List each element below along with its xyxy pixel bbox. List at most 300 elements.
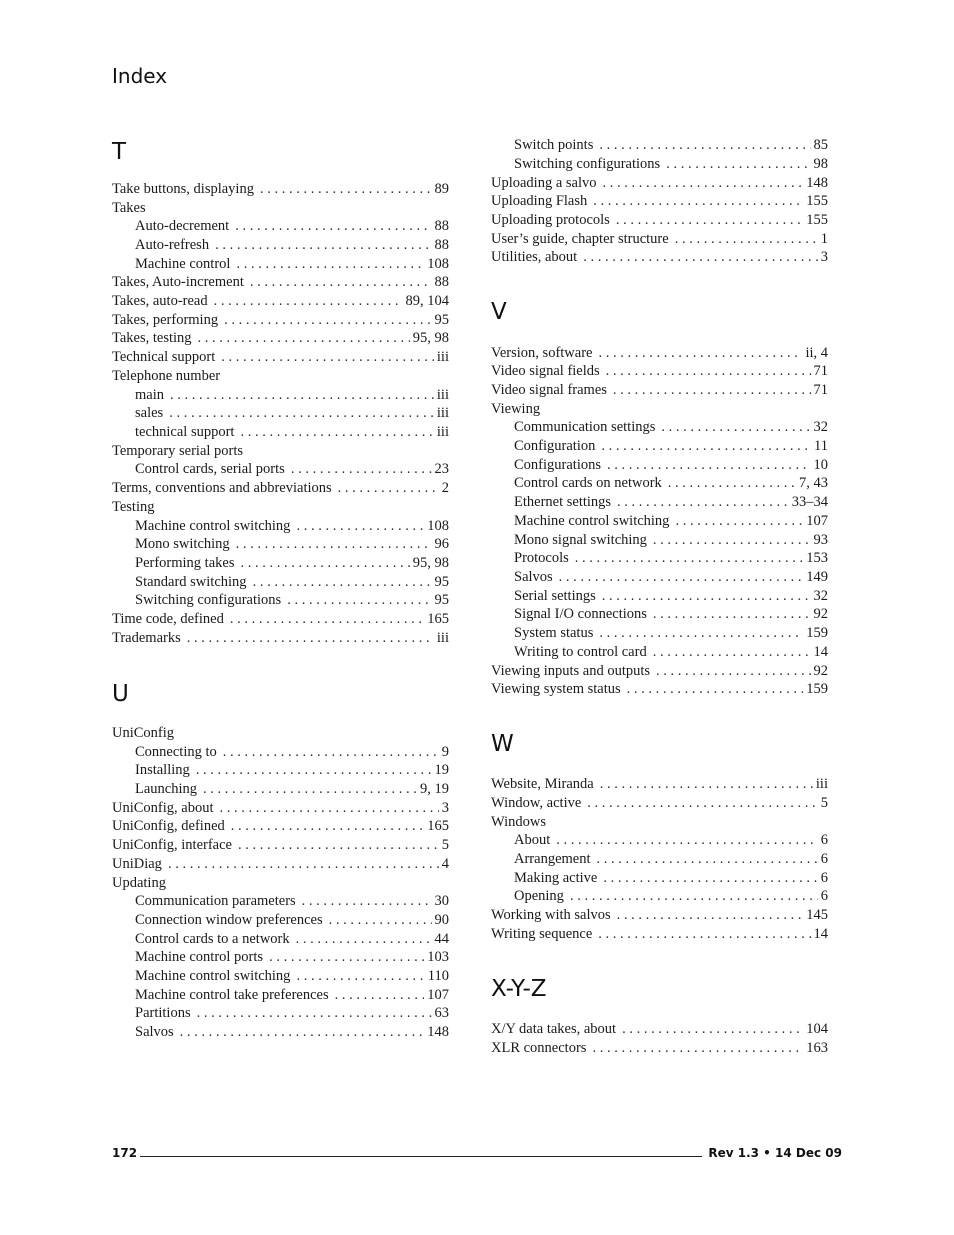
index-subentry: [135, 1004, 449, 1023]
index-subentry: [135, 986, 449, 1005]
index-page-ref: 6: [820, 832, 828, 848]
index-term: UniConfig, defined: [112, 818, 225, 834]
index-term: Mono signal switching: [514, 532, 647, 548]
index-page-ref: ii, 4: [805, 345, 828, 361]
index-page-ref: 10: [813, 457, 828, 473]
index-term: Takes: [112, 200, 146, 216]
footer-page-number: 172: [112, 1146, 138, 1160]
index-term: Salvos: [514, 569, 553, 585]
index-subentry: [514, 568, 828, 587]
index-term: Communication settings: [514, 419, 656, 435]
index-page-ref: 11: [814, 438, 828, 454]
dot-leader: [616, 211, 803, 230]
index-term: Auto-refresh: [135, 237, 210, 253]
index-page-ref: 148: [806, 175, 828, 191]
index-page-ref: 3: [820, 249, 828, 265]
index-subentry: [135, 930, 449, 949]
index-term: Connection window preferences: [135, 912, 323, 928]
index-page-ref: 110: [427, 968, 449, 984]
index-page-ref: 95: [434, 574, 449, 590]
index-term: Making active: [514, 870, 598, 886]
index-term: Machine control take preferences: [135, 987, 329, 1003]
dot-leader: [223, 743, 439, 762]
index-entry: [112, 442, 449, 461]
index-term: Trademarks: [112, 630, 181, 646]
index-term: Windows: [491, 814, 546, 830]
index-subentry: [514, 531, 828, 550]
index-term: Version, software: [491, 345, 593, 361]
index-subentry: [135, 591, 449, 610]
index-term: Installing: [135, 762, 190, 778]
index-term: Terms, conventions and abbreviations: [112, 480, 332, 496]
index-term: XLR connectors: [491, 1040, 587, 1056]
index-page-ref: 14: [813, 644, 828, 660]
index-term: Auto-decrement: [135, 218, 230, 234]
index-term: Opening: [514, 888, 564, 904]
dot-leader: [653, 643, 811, 662]
index-page-ref: 155: [806, 212, 828, 228]
index-term: Time code, defined: [112, 611, 224, 627]
index-page-ref: 92: [813, 663, 828, 679]
index-page-ref: iii: [436, 405, 449, 421]
index-page-ref: 6: [820, 870, 828, 886]
dot-leader: [214, 292, 403, 311]
index-subentry: [514, 587, 828, 606]
dot-leader: [253, 573, 432, 592]
index-subentry: [135, 535, 449, 554]
index-term: Writing to control card: [514, 644, 647, 660]
index-term: Technical support: [112, 349, 216, 365]
dot-leader: [269, 948, 424, 967]
index-term: Mono switching: [135, 536, 230, 552]
index-page-ref: 108: [427, 518, 449, 534]
dot-leader: [338, 479, 439, 498]
index-entry: [112, 836, 449, 855]
index-page-ref: 2: [441, 480, 449, 496]
index-term: Updating: [112, 875, 166, 891]
dot-leader: [601, 437, 811, 456]
dot-leader: [653, 605, 811, 624]
index-subentry: [135, 892, 449, 911]
index-entry: [491, 362, 828, 381]
index-page-ref: 149: [806, 569, 828, 585]
index-term: UniConfig: [112, 725, 175, 741]
dot-leader: [666, 155, 810, 174]
section-letter: W: [491, 731, 514, 757]
index-entry: [491, 400, 828, 419]
index-entry: [112, 610, 449, 629]
dot-leader: [302, 892, 432, 911]
dot-leader: [668, 474, 796, 493]
index-subentry: [514, 437, 828, 456]
index-page-ref: 89, 104: [405, 293, 449, 309]
dot-leader: [606, 362, 811, 381]
index-subentry: [514, 850, 828, 869]
dot-leader: [236, 535, 432, 554]
dot-leader: [593, 192, 803, 211]
index-page-ref: 163: [806, 1040, 828, 1056]
dot-leader: [170, 386, 434, 405]
index-entry: [491, 925, 828, 944]
dot-leader: [653, 531, 811, 550]
index-page-ref: 90: [434, 912, 449, 928]
index-term: Takes, Auto-increment: [112, 274, 244, 290]
index-page-ref: 7, 43: [799, 475, 828, 491]
index-page-ref: iii: [436, 349, 449, 365]
index-term: technical support: [135, 424, 235, 440]
index-term: Performing takes: [135, 555, 235, 571]
index-page-ref: 95, 98: [412, 555, 449, 571]
index-subentry: [135, 743, 449, 762]
dot-leader: [613, 381, 811, 400]
index-subentry: [514, 605, 828, 624]
index-subentry: [135, 404, 449, 423]
index-entry: [112, 874, 449, 893]
index-page-ref: 85: [813, 137, 828, 153]
index-term: Viewing: [491, 401, 541, 417]
index-page-ref: 6: [820, 851, 828, 867]
index-entry: [491, 1020, 828, 1039]
dot-leader: [607, 456, 811, 475]
index-term: Switching configurations: [135, 592, 282, 608]
index-subentry: [135, 255, 449, 274]
dot-leader: [599, 136, 810, 155]
index-term: Uploading protocols: [491, 212, 610, 228]
index-page-ref: 30: [434, 893, 449, 909]
index-term: Takes, performing: [112, 312, 219, 328]
index-subentry: [135, 236, 449, 255]
index-term: Machine control: [135, 256, 231, 272]
dot-leader: [622, 1020, 803, 1039]
dot-leader: [575, 549, 803, 568]
index-page-ref: 1: [820, 231, 828, 247]
index-subentry: [135, 761, 449, 780]
index-page-ref: 3: [441, 800, 449, 816]
footer-divider: [140, 1156, 702, 1157]
dot-leader: [559, 568, 804, 587]
dot-leader: [236, 255, 424, 274]
index-term: Window, active: [491, 795, 582, 811]
index-page-ref: 155: [806, 193, 828, 209]
page-title: Index: [112, 64, 168, 88]
index-page-ref: 103: [427, 949, 449, 965]
index-term: Video signal frames: [491, 382, 607, 398]
index-entry: [112, 367, 449, 386]
index-entry: [112, 799, 449, 818]
index-subentry: [135, 967, 449, 986]
dot-leader: [599, 624, 803, 643]
dot-leader: [240, 554, 409, 573]
section-letter: V: [491, 299, 507, 325]
index-entry: [491, 174, 828, 193]
index-entry: [491, 344, 828, 363]
index-page-ref: 19: [434, 762, 449, 778]
index-page-ref: 71: [813, 382, 828, 398]
index-term: System status: [514, 625, 594, 641]
index-page-ref: 95, 98: [412, 330, 449, 346]
dot-leader: [287, 591, 431, 610]
index-term: Viewing inputs and outputs: [491, 663, 651, 679]
index-term: Takes, auto-read: [112, 293, 208, 309]
index-page-ref: 88: [434, 218, 449, 234]
dot-leader: [656, 662, 810, 681]
index-page-ref: 88: [434, 274, 449, 290]
dot-leader: [187, 629, 434, 648]
dot-leader: [600, 775, 813, 794]
index-term: Video signal fields: [491, 363, 600, 379]
index-term: Control cards, serial ports: [135, 461, 285, 477]
index-term: UniConfig, interface: [112, 837, 232, 853]
index-term: Ethernet settings: [514, 494, 612, 510]
index-term: Viewing system status: [491, 681, 621, 697]
index-term: Uploading a salvo: [491, 175, 597, 191]
index-page-ref: 23: [434, 461, 449, 477]
dot-leader: [617, 906, 804, 925]
index-term: Configuration: [514, 438, 596, 454]
index-page-ref: 148: [427, 1024, 449, 1040]
index-entry: [112, 855, 449, 874]
index-entry: [112, 273, 449, 292]
index-subentry: [135, 554, 449, 573]
dot-leader: [250, 273, 432, 292]
index-subentry: [514, 418, 828, 437]
dot-leader: [231, 817, 424, 836]
dot-leader: [238, 836, 439, 855]
index-page-ref: 159: [806, 625, 828, 641]
dot-leader: [598, 925, 810, 944]
index-subentry: [514, 456, 828, 475]
index-page-ref: 9: [441, 744, 449, 760]
index-subentry: [135, 517, 449, 536]
index-page-ref: 5: [820, 795, 828, 811]
section-letter: X-Y-Z: [491, 976, 547, 1002]
dot-leader: [203, 780, 417, 799]
index-term: Working with salvos: [491, 907, 611, 923]
dot-leader: [296, 517, 424, 536]
index-term: Utilities, about: [491, 249, 578, 265]
index-entry: [112, 817, 449, 836]
index-term: X/Y data takes, about: [491, 1021, 617, 1037]
dot-leader: [291, 460, 432, 479]
index-subentry: [135, 217, 449, 236]
dot-leader: [587, 794, 817, 813]
index-term: Configurations: [514, 457, 601, 473]
dot-leader: [296, 967, 424, 986]
index-term: Arrangement: [514, 851, 591, 867]
dot-leader: [661, 418, 810, 437]
dot-leader: [220, 799, 439, 818]
index-page-ref: 33–34: [791, 494, 828, 510]
index-term: Machine control ports: [135, 949, 264, 965]
index-subentry: [135, 460, 449, 479]
index-subentry: [135, 780, 449, 799]
dot-leader: [260, 180, 432, 199]
dot-leader: [329, 911, 432, 930]
index-page-ref: 107: [806, 513, 828, 529]
index-term: Machine control switching: [135, 968, 291, 984]
dot-leader: [335, 986, 425, 1005]
index-term: Testing: [112, 499, 155, 515]
index-page-ref: 44: [434, 931, 449, 947]
dot-leader: [592, 1039, 803, 1058]
index-page-ref: 14: [813, 926, 828, 942]
index-page-ref: 32: [813, 588, 828, 604]
index-term: Temporary serial ports: [112, 443, 244, 459]
index-term: Communication parameters: [135, 893, 296, 909]
index-subentry: [514, 155, 828, 174]
index-subentry: [514, 887, 828, 906]
index-page-ref: 98: [813, 156, 828, 172]
index-subentry: [514, 549, 828, 568]
dot-leader: [180, 1023, 425, 1042]
index-subentry: [135, 573, 449, 592]
index-page-ref: 88: [434, 237, 449, 253]
index-page-ref: 108: [427, 256, 449, 272]
index-term: User’s guide, chapter structure: [491, 231, 669, 247]
index-entry: [112, 311, 449, 330]
index-entry: [491, 906, 828, 925]
dot-leader: [197, 1004, 432, 1023]
index-subentry: [514, 869, 828, 888]
index-term: Salvos: [135, 1024, 174, 1040]
index-subentry: [135, 948, 449, 967]
index-page-ref: 9, 19: [420, 781, 449, 797]
index-entry: [491, 775, 828, 794]
dot-leader: [240, 423, 433, 442]
index-term: Telephone number: [112, 368, 221, 384]
index-subentry: [135, 1023, 449, 1042]
index-page-ref: 6: [820, 888, 828, 904]
dot-leader: [617, 493, 789, 512]
index-term: Signal I/O connections: [514, 606, 647, 622]
index-entry: [112, 479, 449, 498]
dot-leader: [675, 512, 803, 531]
index-term: Writing sequence: [491, 926, 593, 942]
index-page-ref: 32: [813, 419, 828, 435]
index-subentry: [514, 136, 828, 155]
index-term: Control cards on network: [514, 475, 662, 491]
dot-leader: [215, 236, 431, 255]
index-page-ref: iii: [436, 387, 449, 403]
index-term: Take buttons, displaying: [112, 181, 254, 197]
index-subentry: [514, 512, 828, 531]
index-term: Uploading Flash: [491, 193, 588, 209]
index-page-ref: 92: [813, 606, 828, 622]
index-page-ref: 145: [806, 907, 828, 923]
dot-leader: [221, 348, 434, 367]
index-subentry: [514, 493, 828, 512]
index-term: UniDiag: [112, 856, 162, 872]
index-page-ref: 71: [813, 363, 828, 379]
index-term: Takes, testing: [112, 330, 192, 346]
index-entry: [112, 629, 449, 648]
index-term: Standard switching: [135, 574, 247, 590]
index-page-ref: 95: [434, 312, 449, 328]
index-subentry: [514, 831, 828, 850]
index-page-ref: 107: [427, 987, 449, 1003]
index-entry: [112, 348, 449, 367]
index-entry: [112, 180, 449, 199]
dot-leader: [169, 404, 434, 423]
dot-leader: [597, 850, 818, 869]
dot-leader: [603, 174, 804, 193]
index-term: main: [135, 387, 164, 403]
index-entry: [112, 199, 449, 218]
index-page-ref: 96: [434, 536, 449, 552]
index-subentry: [135, 423, 449, 442]
footer-revision: Rev 1.3 • 14 Dec 09: [708, 1146, 842, 1160]
index-entry: [491, 192, 828, 211]
index-page-ref: iii: [815, 776, 828, 792]
index-term: Connecting to: [135, 744, 217, 760]
index-term: Control cards to a network: [135, 931, 290, 947]
index-term: Partitions: [135, 1005, 191, 1021]
index-subentry: [135, 386, 449, 405]
index-entry: [491, 680, 828, 699]
index-page-ref: 63: [434, 1005, 449, 1021]
index-term: Switch points: [514, 137, 594, 153]
index-page-ref: 159: [806, 681, 828, 697]
dot-leader: [168, 855, 439, 874]
dot-leader: [627, 680, 804, 699]
index-page-ref: 165: [427, 818, 449, 834]
index-page-ref: 153: [806, 550, 828, 566]
dot-leader: [196, 761, 432, 780]
index-term: Switching configurations: [514, 156, 661, 172]
index-page-ref: 93: [813, 532, 828, 548]
dot-leader: [602, 587, 811, 606]
index-page-ref: iii: [436, 630, 449, 646]
dot-leader: [603, 869, 817, 888]
index-entry: [491, 1039, 828, 1058]
dot-leader: [675, 230, 818, 249]
index-page-ref: 89: [434, 181, 449, 197]
index-page-ref: 165: [427, 611, 449, 627]
index-page-ref: 104: [806, 1021, 828, 1037]
index-term: Website, Miranda: [491, 776, 594, 792]
dot-leader: [583, 248, 818, 267]
dot-leader: [198, 329, 410, 348]
index-entry: [112, 329, 449, 348]
index-term: sales: [135, 405, 164, 421]
index-entry: [112, 724, 449, 743]
dot-leader: [296, 930, 432, 949]
dot-leader: [570, 887, 818, 906]
index-page-ref: 4: [441, 856, 449, 872]
index-subentry: [514, 624, 828, 643]
index-term: Machine control switching: [135, 518, 291, 534]
index-term: Launching: [135, 781, 198, 797]
index-subentry: [514, 474, 828, 493]
index-entry: [491, 211, 828, 230]
index-subentry: [135, 911, 449, 930]
index-term: Protocols: [514, 550, 569, 566]
index-entry: [491, 662, 828, 681]
dot-leader: [230, 610, 424, 629]
section-letter: U: [112, 681, 129, 707]
index-entry: [491, 248, 828, 267]
dot-leader: [224, 311, 431, 330]
index-page-ref: 5: [441, 837, 449, 853]
index-entry: [491, 813, 828, 832]
dot-leader: [556, 831, 818, 850]
index-page-ref: 95: [434, 592, 449, 608]
index-term: UniConfig, about: [112, 800, 214, 816]
dot-leader: [598, 344, 802, 363]
index-entry: [112, 292, 449, 311]
index-page-ref: iii: [436, 424, 449, 440]
index-term: Serial settings: [514, 588, 596, 604]
